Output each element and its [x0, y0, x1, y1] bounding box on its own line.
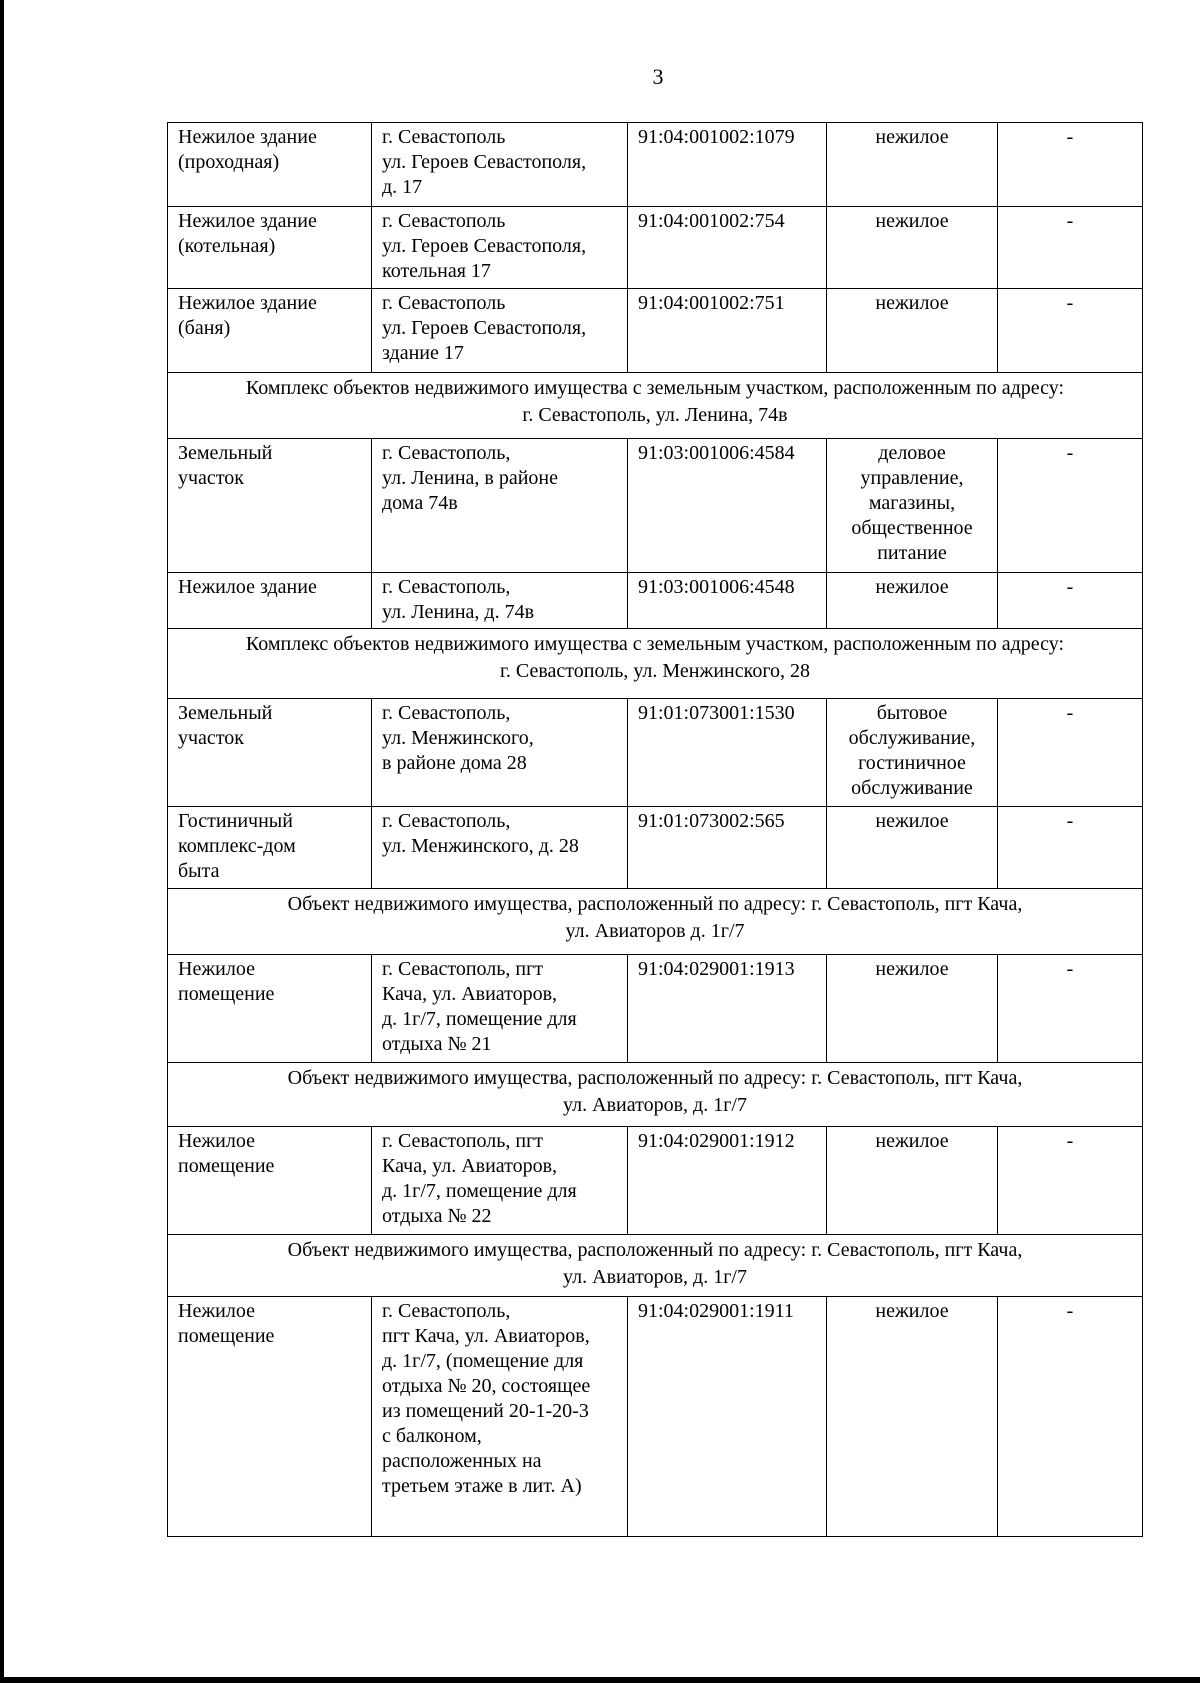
- text-line: ул. Авиаторов д. 1г/7: [565, 920, 745, 942]
- text-line: в районе дома 28: [382, 752, 527, 774]
- object-name-cell: [168, 955, 372, 1063]
- note-cell: -: [998, 1297, 1143, 1537]
- text-line: ул. Менжинского,: [382, 727, 534, 749]
- text-line: г. Севастополь: [382, 210, 506, 232]
- text-line: быта: [178, 860, 220, 882]
- text-line: д. 1г/7, (помещение для: [382, 1350, 584, 1372]
- address-cell: [372, 439, 628, 573]
- text-line: нежилое: [875, 576, 949, 598]
- text-line: г. Севастополь,: [382, 1300, 511, 1322]
- cadastral-number-cell: 91:03:001006:4548: [628, 573, 827, 629]
- note-cell: -: [998, 123, 1143, 207]
- cadastral-number-cell: 91:04:029001:1911: [628, 1297, 827, 1537]
- address-cell: [372, 289, 628, 373]
- text-line: г. Севастополь: [382, 126, 506, 148]
- group-header-row: [168, 629, 1143, 699]
- text-line: Комплекс объектов недвижимого имущества с земельным участком, расположенным по адресу:: [245, 377, 1065, 399]
- text-line: д. 1г/7, помещение для: [382, 1180, 577, 1202]
- cadastral-number-cell: 91:04:001002:754: [628, 207, 827, 289]
- note-cell: -: [998, 1127, 1143, 1235]
- text-line: дома 74в: [382, 492, 458, 514]
- purpose-cell: [827, 573, 998, 629]
- scan-bottom-edge: [0, 1677, 1200, 1683]
- object-name-cell: [168, 807, 372, 889]
- address-cell: [372, 123, 628, 207]
- text-line: г. Севастополь, ул. Менжинского, 28: [499, 660, 811, 682]
- text-line: ул. Ленина, в районе: [382, 467, 558, 489]
- text-line: участок: [178, 467, 245, 489]
- text-line: третьем этаже в лит. А): [382, 1475, 582, 1497]
- text-line: обслуживание,: [848, 727, 976, 749]
- cadastral-number-cell: 91:04:029001:1913: [628, 955, 827, 1063]
- text-line: Объект недвижимого имущества, расположенный по адресу: г. Севастополь, пгт Кача,: [287, 893, 1023, 915]
- text-line: ул. Авиаторов, д. 1г/7: [563, 1266, 747, 1288]
- text-line: Объект недвижимого имущества, расположенный по адресу: г. Севастополь, пгт Кача,: [287, 1067, 1023, 1089]
- purpose-cell: [827, 955, 998, 1063]
- text-line: Нежилое здание: [178, 292, 317, 314]
- text-line: расположенных на: [382, 1450, 542, 1472]
- property-row: [168, 699, 1143, 807]
- property-row: [168, 807, 1143, 889]
- text-line: помещение: [178, 983, 275, 1005]
- text-line: Нежилое: [178, 1300, 255, 1322]
- text-line: комплекс-дом: [178, 835, 296, 857]
- group-header-cell: [168, 373, 1143, 439]
- text-line: д. 17: [382, 176, 423, 198]
- group-header-row: [168, 373, 1143, 439]
- text-line: г. Севастополь,: [382, 702, 511, 724]
- address-cell: [372, 1297, 628, 1537]
- text-line: нежилое: [875, 126, 949, 148]
- group-header-cell: [168, 889, 1143, 955]
- purpose-cell: [827, 699, 998, 807]
- note-cell: -: [998, 807, 1143, 889]
- text-line: Нежилое здание: [178, 576, 317, 598]
- object-name-cell: [168, 1127, 372, 1235]
- text-line: Гостиничный: [178, 810, 293, 832]
- text-line: отдыха № 20, состоящее: [382, 1375, 591, 1397]
- property-row: [168, 955, 1143, 1063]
- purpose-cell: [827, 439, 998, 573]
- group-header-row: [168, 1063, 1143, 1127]
- cadastral-number-cell: 91:04:029001:1912: [628, 1127, 827, 1235]
- text-line: нежилое: [875, 810, 949, 832]
- text-line: нежилое: [875, 210, 949, 232]
- group-header-cell: [168, 1235, 1143, 1297]
- text-line: (баня): [178, 317, 231, 339]
- text-line: г. Севастополь, пгт: [382, 1130, 544, 1152]
- address-cell: [372, 1127, 628, 1235]
- text-line: (проходная): [178, 151, 280, 173]
- object-name-cell: [168, 573, 372, 629]
- property-row: [168, 1297, 1143, 1537]
- text-line: ул. Героев Севастополя,: [382, 317, 587, 339]
- text-line: бытовое: [876, 702, 948, 724]
- text-line: нежилое: [875, 292, 949, 314]
- table-body: [168, 123, 1143, 1537]
- text-line: Земельный: [178, 702, 273, 724]
- text-line: г. Севастополь, пгт: [382, 958, 544, 980]
- text-line: г. Севастополь, ул. Ленина, 74в: [522, 404, 788, 426]
- group-header-row: [168, 1235, 1143, 1297]
- note-cell: -: [998, 573, 1143, 629]
- text-line: Нежилое: [178, 958, 255, 980]
- note-cell: -: [998, 207, 1143, 289]
- scan-left-edge: [0, 0, 4, 1683]
- text-line: г. Севастополь: [382, 292, 506, 314]
- text-line: (котельная): [178, 235, 276, 257]
- note-cell: -: [998, 439, 1143, 573]
- text-line: г. Севастополь,: [382, 576, 511, 598]
- property-row: [168, 1127, 1143, 1235]
- text-line: из помещений 20-1-20-3: [382, 1400, 589, 1422]
- text-line: Объект недвижимого имущества, расположенный по адресу: г. Севастополь, пгт Кача,: [287, 1239, 1023, 1261]
- text-line: помещение: [178, 1325, 275, 1347]
- note-cell: -: [998, 699, 1143, 807]
- purpose-cell: [827, 1127, 998, 1235]
- text-line: г. Севастополь,: [382, 810, 511, 832]
- property-registry-table: [167, 122, 1143, 1537]
- text-line: с балконом,: [382, 1425, 482, 1447]
- page-number: 3: [652, 64, 664, 89]
- address-cell: [372, 207, 628, 289]
- object-name-cell: [168, 439, 372, 573]
- property-row: [168, 439, 1143, 573]
- object-name-cell: [168, 123, 372, 207]
- text-line: отдыха № 22: [382, 1205, 492, 1227]
- text-line: г. Севастополь,: [382, 442, 511, 464]
- property-row: [168, 573, 1143, 629]
- object-name-cell: [168, 207, 372, 289]
- property-row: [168, 207, 1143, 289]
- address-cell: [372, 573, 628, 629]
- text-line: ул. Ленина, д. 74в: [382, 601, 535, 623]
- cadastral-number-cell: 91:03:001006:4584: [628, 439, 827, 573]
- address-cell: [372, 955, 628, 1063]
- object-name-cell: [168, 699, 372, 807]
- address-cell: [372, 699, 628, 807]
- note-cell: -: [998, 289, 1143, 373]
- text-line: нежилое: [875, 958, 949, 980]
- group-header-cell: [168, 1063, 1143, 1127]
- text-line: Кача, ул. Авиаторов,: [382, 983, 558, 1005]
- object-name-cell: [168, 1297, 372, 1537]
- text-line: Земельный: [178, 442, 273, 464]
- text-line: котельная 17: [382, 260, 491, 282]
- group-header-cell: [168, 629, 1143, 699]
- text-line: участок: [178, 727, 245, 749]
- text-line: Нежилое здание: [178, 126, 317, 148]
- cadastral-number-cell: 91:04:001002:751: [628, 289, 827, 373]
- purpose-cell: [827, 289, 998, 373]
- cadastral-number-cell: 91:01:073001:1530: [628, 699, 827, 807]
- text-line: нежилое: [875, 1300, 949, 1322]
- text-line: магазины,: [868, 492, 956, 514]
- text-line: здание 17: [382, 342, 464, 364]
- purpose-cell: [827, 207, 998, 289]
- property-row: [168, 123, 1143, 207]
- text-line: отдыха № 21: [382, 1033, 492, 1055]
- text-line: ул. Менжинского, д. 28: [382, 835, 579, 857]
- address-cell: [372, 807, 628, 889]
- text-line: д. 1г/7, помещение для: [382, 1008, 577, 1030]
- text-line: помещение: [178, 1155, 275, 1177]
- text-line: Нежилое: [178, 1130, 255, 1152]
- text-line: нежилое: [875, 1130, 949, 1152]
- text-line: ул. Героев Севастополя,: [382, 151, 587, 173]
- text-line: обслуживание: [851, 777, 973, 799]
- text-line: общественное: [851, 517, 973, 539]
- text-line: ул. Героев Севастополя,: [382, 235, 587, 257]
- text-line: Нежилое здание: [178, 210, 317, 232]
- object-name-cell: [168, 289, 372, 373]
- text-line: Кача, ул. Авиаторов,: [382, 1155, 558, 1177]
- text-line: ул. Авиаторов, д. 1г/7: [563, 1094, 747, 1116]
- cadastral-number-cell: 91:04:001002:1079: [628, 123, 827, 207]
- group-header-row: [168, 889, 1143, 955]
- text-line: пгт Кача, ул. Авиаторов,: [382, 1325, 590, 1347]
- text-line: гостиничное: [858, 752, 966, 774]
- property-row: [168, 289, 1143, 373]
- purpose-cell: [827, 807, 998, 889]
- cadastral-number-cell: 91:01:073002:565: [628, 807, 827, 889]
- text-line: управление,: [860, 467, 964, 489]
- text-line: деловое: [878, 442, 946, 464]
- purpose-cell: [827, 1297, 998, 1537]
- note-cell: -: [998, 955, 1143, 1063]
- purpose-cell: [827, 123, 998, 207]
- text-line: питание: [877, 542, 947, 564]
- text-line: Комплекс объектов недвижимого имущества с земельным участком, расположенным по адресу:: [245, 633, 1065, 655]
